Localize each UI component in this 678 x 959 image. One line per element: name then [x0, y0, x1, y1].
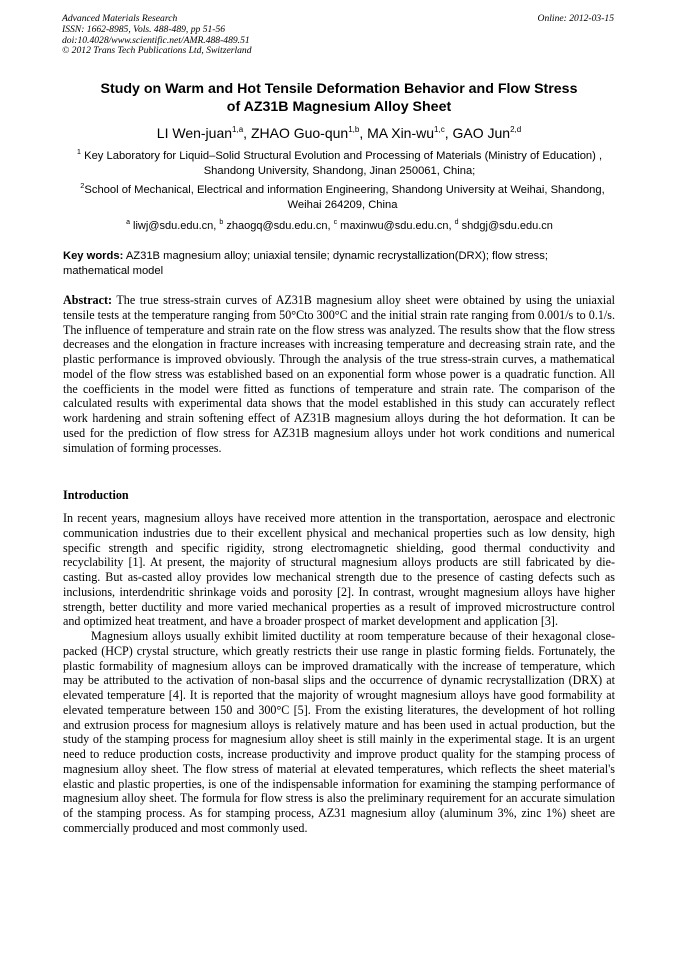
issn-line: ISSN: 1662-8985, Vols. 488-489, pp 51-56 — [62, 23, 226, 35]
email-mark: b — [219, 219, 224, 226]
title-line-1: Study on Warm and Hot Tensile Deformation Behavior and Flow Stress — [100, 81, 578, 97]
keywords-label: Key words: — [63, 250, 124, 262]
author-separator: , — [444, 125, 453, 141]
doi-link[interactable]: doi:10.4028/www.scientific.net/AMR.488-489.51 — [62, 34, 250, 46]
abstract-text: The true stress-strain curves of AZ31B magnesium alloy sheet were obtained by using the uniaxial tensile tests at the temperature ranging from 50°Cto 300°C and the initial strain rate ranging from 0.001/s to 0.1/s. The influence of temperature and strain rate on the flow stress was analyzed. The results show that the flow stress decreases and the elongation in fracture increases with increasing temperature and decreasing strain rate, and the plastic performance is improved obviously. Through the analysis of the true stress-strain curves, a mathematical model of the flow stress was established based on an exponential form whose power is a quadratic function. All the coefficients in the model were fitted as functions of temperature and strain rate. The comparison of the calculated results with experimental data shows that the model established in this study can accurately reflect work hardening and strain softening effect of AZ31B magnesium alloys during the hot deformation. It can be used for the prediction of flow stress for AZ31B magnesium alloys under hot work conditions and numerical simulation of forming processes. — [63, 293, 615, 455]
paragraph: Magnesium alloys usually exhibit limited ductility at room temperature because of their hexagonal close-packed (HCP) crystal structure, which greatly restricts their use range in plastic forming fields. Fortunately, the plastic formability of magnesium alloys can be improved dramatically with the increase of temperature, which may be attributed to the activation of non-basal slips and the occurrence of dynamic recrystallization (DRX) at elevated temperature [4]. It is reported that the majority of wrought magnesium alloys have good formability at elevated temperature between 150 and 300°C [5]. From the existing literatures, the development of hot rolling and extrusion process for magnesium alloys is relatively mature and has been used in actual production, but the study of the stamping process for magnesium alloy sheet is still mainly in the experimental stage. It is an urgent need to reduce production costs, increase productivity and improve product quality for the stamping process of magnesium alloy sheet. The flow stress of material at elevated temperatures, which reflects the sheet material's elastic and plastic properties, is one of the indispensable information for examining the stamping performance of magnesium alloy sheet. The formula for flow stress is also the preliminary requirement for an accurate simulation of the stamping process. As for stamping process, AZ31 magnesium alloy (aluminum 3%, zinc 1%) sheet are commercially produced and most commonly used. — [63, 629, 615, 835]
journal-name: Advanced Materials Research — [62, 13, 178, 24]
introduction-body — [63, 511, 615, 836]
author-affiliation-mark: 1,a — [232, 125, 244, 134]
title-line-2: of AZ31B Magnesium Alloy Sheet — [226, 99, 452, 115]
author-name: GAO Jun — [452, 125, 511, 141]
affiliation-text: School of Mechanical, Electrical and information Engineering, Shandong University at Weihai, Shandong, Weihai 264209, China — [84, 184, 605, 211]
author-name: MA Xin-wu — [367, 125, 435, 141]
abstract-label: Abstract: — [63, 293, 113, 307]
affiliation-2 — [70, 183, 615, 212]
keywords — [63, 249, 615, 279]
email-mark: a — [126, 219, 130, 226]
email-link[interactable]: shdgj@sdu.edu.cn — [461, 220, 553, 232]
abstract — [63, 293, 615, 455]
affiliation-1 — [62, 149, 617, 178]
journal-header — [62, 14, 252, 57]
section-heading-introduction: Introduction — [63, 488, 129, 502]
email-link[interactable]: maxinwu@sdu.edu.cn — [340, 220, 449, 232]
author-affiliation-mark: 2,d — [510, 125, 522, 134]
author-affiliation-mark: 1,b — [348, 125, 360, 134]
email-mark: c — [333, 219, 338, 226]
author-affiliation-mark: 1,c — [434, 125, 445, 134]
paragraph: In recent years, magnesium alloys have received more attention in the transportation, aerospace and electronic communication industries due to their excellent physical and mechanical properties such as low density, high specific strength and specific rigidity, strong electromagnetic shielding, good thermal conductivity and recyclability [1]. At present, the majority of structural magnesium alloys products are still fabricated by die-casting. But as-casted alloy provides low mechanical strength due to the presence of casting defects such as inclusions, interdendritic shrinkage voids and porosity [2]. In contrast, wrought magnesium alloys have higher strength, better ductility and more varied mechanical properties as a result of improved microstructure control and optimized heat treatment, and have a broader prospect of market development and application [3]. — [63, 511, 615, 629]
keywords-text: AZ31B magnesium alloy; uniaxial tensile; dynamic recrystallization(DRX); flow stress; mathematical model — [63, 250, 548, 277]
email-link[interactable]: zhaogq@sdu.edu.cn — [226, 220, 328, 232]
author-name: LI Wen-juan — [156, 125, 233, 141]
author-name: ZHAO Guo-qun — [250, 125, 349, 141]
author-separator: , — [359, 125, 368, 141]
author-separator: , — [243, 125, 251, 141]
affiliation-mark: 1 — [76, 147, 81, 156]
affiliation-mark: 2 — [80, 181, 85, 190]
author-emails: $^a$ liwj@sdu.edu.cn, $^b$ zhaogq@sdu.edu.cn, $^c$ maxinwu@sdu.edu.cn, $^d$ shdgj@sdu.edu.cn — [126, 219, 553, 232]
online-date: Online: 2012-03-15 — [537, 13, 614, 24]
copyright-line: © 2012 Trans Tech Publications Ltd, Switzerland — [62, 45, 252, 57]
affiliation-text: Key Laboratory for Liquid–Solid Structural Evolution and Processing of Materials (Ministry of Education) , Shandong University, Shandong, Jinan 250061, China; — [84, 150, 603, 177]
email-link[interactable]: liwj@sdu.edu.cn — [133, 220, 214, 232]
email-mark: d — [454, 219, 459, 226]
paper-title — [40, 80, 638, 116]
author-list — [40, 124, 638, 142]
